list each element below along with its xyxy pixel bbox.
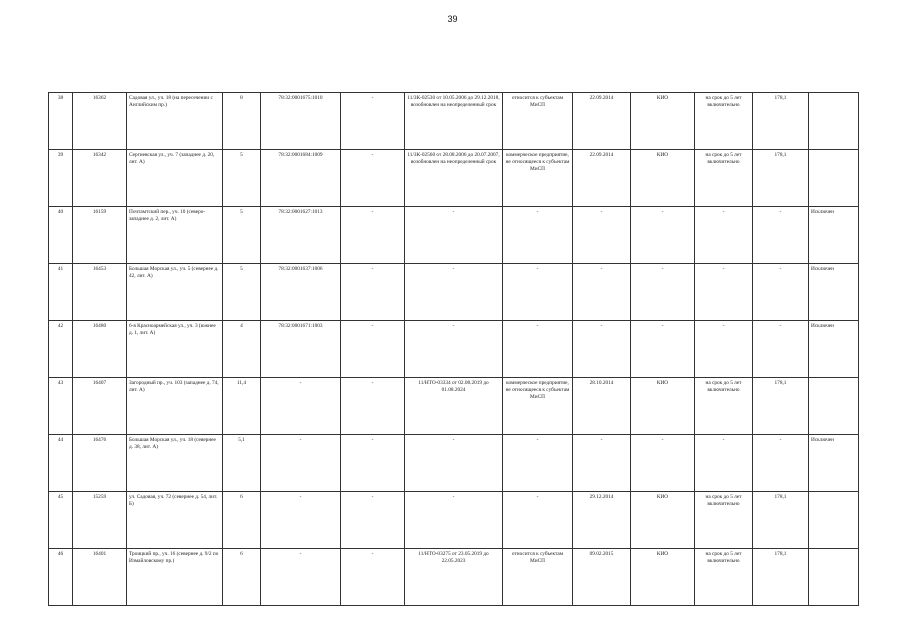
cell-column-5: -	[341, 492, 405, 549]
cell-price: 178,1	[753, 93, 809, 150]
cell-tenant-category: коммерческое предприятие, не относящееся к субъектам МиСП	[503, 378, 573, 435]
cell-object-id: 16362	[73, 93, 127, 150]
cell-lease-term: на срок до 5 лет включительно	[695, 150, 753, 207]
cell-row-number: 41	[49, 264, 73, 321]
cell-row-number: 38	[49, 93, 73, 150]
cell-lease-agreement: 11/НТО-03275 от 23.05.2019 до 22.05.2023	[405, 549, 503, 606]
cell-inclusion-date: -	[573, 321, 631, 378]
cell-inclusion-date: 28.10.2014	[573, 378, 631, 435]
cell-cadastral-number: 78:32:0001684:1009	[261, 150, 341, 207]
cell-object-id: 16159	[73, 207, 127, 264]
register-table	[48, 92, 859, 606]
cell-area: 8	[223, 93, 261, 150]
cell-area: 4	[223, 321, 261, 378]
cell-lease-term: -	[695, 435, 753, 492]
cell-note	[809, 549, 859, 606]
cell-row-number: 40	[49, 207, 73, 264]
cell-lease-agreement: -	[405, 207, 503, 264]
cell-tenant-category: -	[503, 264, 573, 321]
cell-cadastral-number: 78:32:0001637:1006	[261, 264, 341, 321]
cell-price: -	[753, 264, 809, 321]
cell-inclusion-date: 22.09.2014	[573, 93, 631, 150]
page-number: 39	[447, 14, 458, 24]
table-row	[49, 150, 859, 207]
cell-price: 178,1	[753, 492, 809, 549]
cell-note: Исключен	[809, 321, 859, 378]
cell-price: 178,1	[753, 378, 809, 435]
cell-lease-agreement: -	[405, 321, 503, 378]
cell-row-number: 39	[49, 150, 73, 207]
cell-row-number: 46	[49, 549, 73, 606]
table-row	[49, 549, 859, 606]
cell-cadastral-number: -	[261, 492, 341, 549]
cell-address: Сергиевская ул., уч. 7 (западнее д. 20, лит. А)	[127, 150, 223, 207]
cell-price: -	[753, 321, 809, 378]
cell-tenant-category: -	[503, 492, 573, 549]
cell-area: 11,4	[223, 378, 261, 435]
table-row	[49, 435, 859, 492]
cell-column-5: -	[341, 264, 405, 321]
cell-object-id: 16480	[73, 321, 127, 378]
cell-address: 6-я Красноармейская ул., уч. 3 (южнее д. 1, лит. А)	[127, 321, 223, 378]
cell-object-id: 16476	[73, 435, 127, 492]
cell-note: Исключен	[809, 207, 859, 264]
cell-note	[809, 378, 859, 435]
cell-department: КИО	[631, 549, 695, 606]
cell-address: ул. Садовая, уч. 72 (севернее д. 54, лит. Б)	[127, 492, 223, 549]
cell-inclusion-date: -	[573, 264, 631, 321]
cell-row-number: 43	[49, 378, 73, 435]
cell-area: 5	[223, 207, 261, 264]
cell-inclusion-date: -	[573, 207, 631, 264]
cell-lease-term: на срок до 5 лет включительно	[695, 549, 753, 606]
cell-department: КИО	[631, 93, 695, 150]
cell-department: КИО	[631, 492, 695, 549]
cell-department: КИО	[631, 150, 695, 207]
cell-tenant-category: относится к субъектам МиСП	[503, 93, 573, 150]
cell-department: КИО	[631, 378, 695, 435]
cell-note: Исключен	[809, 435, 859, 492]
cell-department: -	[631, 321, 695, 378]
cell-lease-term: на срок до 5 лет включительно	[695, 378, 753, 435]
cell-row-number: 42	[49, 321, 73, 378]
cell-lease-agreement: -	[405, 264, 503, 321]
cell-area: 5	[223, 150, 261, 207]
cell-column-5: -	[341, 207, 405, 264]
cell-address: Большая Морская ул., уч. 18 (севернее д. 38, лит. А)	[127, 435, 223, 492]
cell-price: -	[753, 207, 809, 264]
cell-price: 178,1	[753, 549, 809, 606]
cell-department: -	[631, 207, 695, 264]
cell-cadastral-number: 78:32:0001675:1010	[261, 93, 341, 150]
cell-address: Загородный пр., уч. 103 (западнее д. 74, лит. А)	[127, 378, 223, 435]
table-row	[49, 321, 859, 378]
cell-inclusion-date: 29.12.2014	[573, 492, 631, 549]
table-row	[49, 492, 859, 549]
table-row	[49, 378, 859, 435]
cell-address: Почтамтский пер., уч. 10 (северо-западнее д. 2, лит. А)	[127, 207, 223, 264]
cell-price: 178,1	[753, 150, 809, 207]
cell-cadastral-number: -	[261, 435, 341, 492]
cell-note	[809, 150, 859, 207]
cell-column-5: -	[341, 93, 405, 150]
cell-department: -	[631, 435, 695, 492]
table-row	[49, 93, 859, 150]
cell-area: 6	[223, 492, 261, 549]
cell-lease-agreement: 11/ЗК-02560 от 28.08.2006 до 20.07.2007, возобновлен на неопределенный срок	[405, 150, 503, 207]
cell-object-id: 16453	[73, 264, 127, 321]
cell-tenant-category: -	[503, 321, 573, 378]
cell-lease-term: -	[695, 264, 753, 321]
cell-column-5: -	[341, 549, 405, 606]
cell-cadastral-number: -	[261, 378, 341, 435]
cell-lease-term: -	[695, 207, 753, 264]
cell-tenant-category: -	[503, 207, 573, 264]
cell-lease-term: на срок до 5 лет включительно	[695, 93, 753, 150]
cell-inclusion-date: 09.02.2015	[573, 549, 631, 606]
cell-row-number: 44	[49, 435, 73, 492]
cell-object-id: 15259	[73, 492, 127, 549]
cell-lease-term: на срок до 5 лет включительно	[695, 492, 753, 549]
cell-tenant-category: -	[503, 435, 573, 492]
cell-address: Большая Морская ул., уч. 5 (севернее д. 42, лит. А)	[127, 264, 223, 321]
cell-object-id: 16407	[73, 378, 127, 435]
cell-row-number: 45	[49, 492, 73, 549]
cell-column-5: -	[341, 435, 405, 492]
cell-object-id: 16342	[73, 150, 127, 207]
cell-column-5: -	[341, 150, 405, 207]
cell-lease-term: -	[695, 321, 753, 378]
cell-tenant-category: коммерческое предприятие, не относящееся к субъектам МиСП	[503, 150, 573, 207]
cell-area: 6	[223, 549, 261, 606]
cell-area: 5	[223, 264, 261, 321]
cell-inclusion-date: -	[573, 435, 631, 492]
cell-address: Троицкий пр., уч. 16 (севернее д. 9/2 по Измайловскому пр.)	[127, 549, 223, 606]
cell-lease-agreement: 11/НТО-03334 от 02.08.2019 до 01.08.2024	[405, 378, 503, 435]
cell-address: Садовая ул., уч. 18 (на пересечении с Английским пр.)	[127, 93, 223, 150]
cell-lease-agreement: -	[405, 492, 503, 549]
cell-note	[809, 93, 859, 150]
cell-lease-agreement: 11/ЗК-02530 от 10.05.2006 до 29.12.2018, возобновлен на неопределенный срок	[405, 93, 503, 150]
cell-tenant-category: относится к субъектам МиСП	[503, 549, 573, 606]
cell-column-5: -	[341, 378, 405, 435]
cell-column-5: -	[341, 321, 405, 378]
cell-note	[809, 492, 859, 549]
table-row	[49, 264, 859, 321]
table-row	[49, 207, 859, 264]
cell-price: -	[753, 435, 809, 492]
cell-lease-agreement: -	[405, 435, 503, 492]
cell-cadastral-number: 78:32:0001627:1013	[261, 207, 341, 264]
cell-area: 5,1	[223, 435, 261, 492]
cell-object-id: 16401	[73, 549, 127, 606]
cell-department: -	[631, 264, 695, 321]
cell-note: Исключен	[809, 264, 859, 321]
cell-inclusion-date: 22.09.2014	[573, 150, 631, 207]
cell-cadastral-number: 78:32:0001671:1003	[261, 321, 341, 378]
cell-cadastral-number: -	[261, 549, 341, 606]
